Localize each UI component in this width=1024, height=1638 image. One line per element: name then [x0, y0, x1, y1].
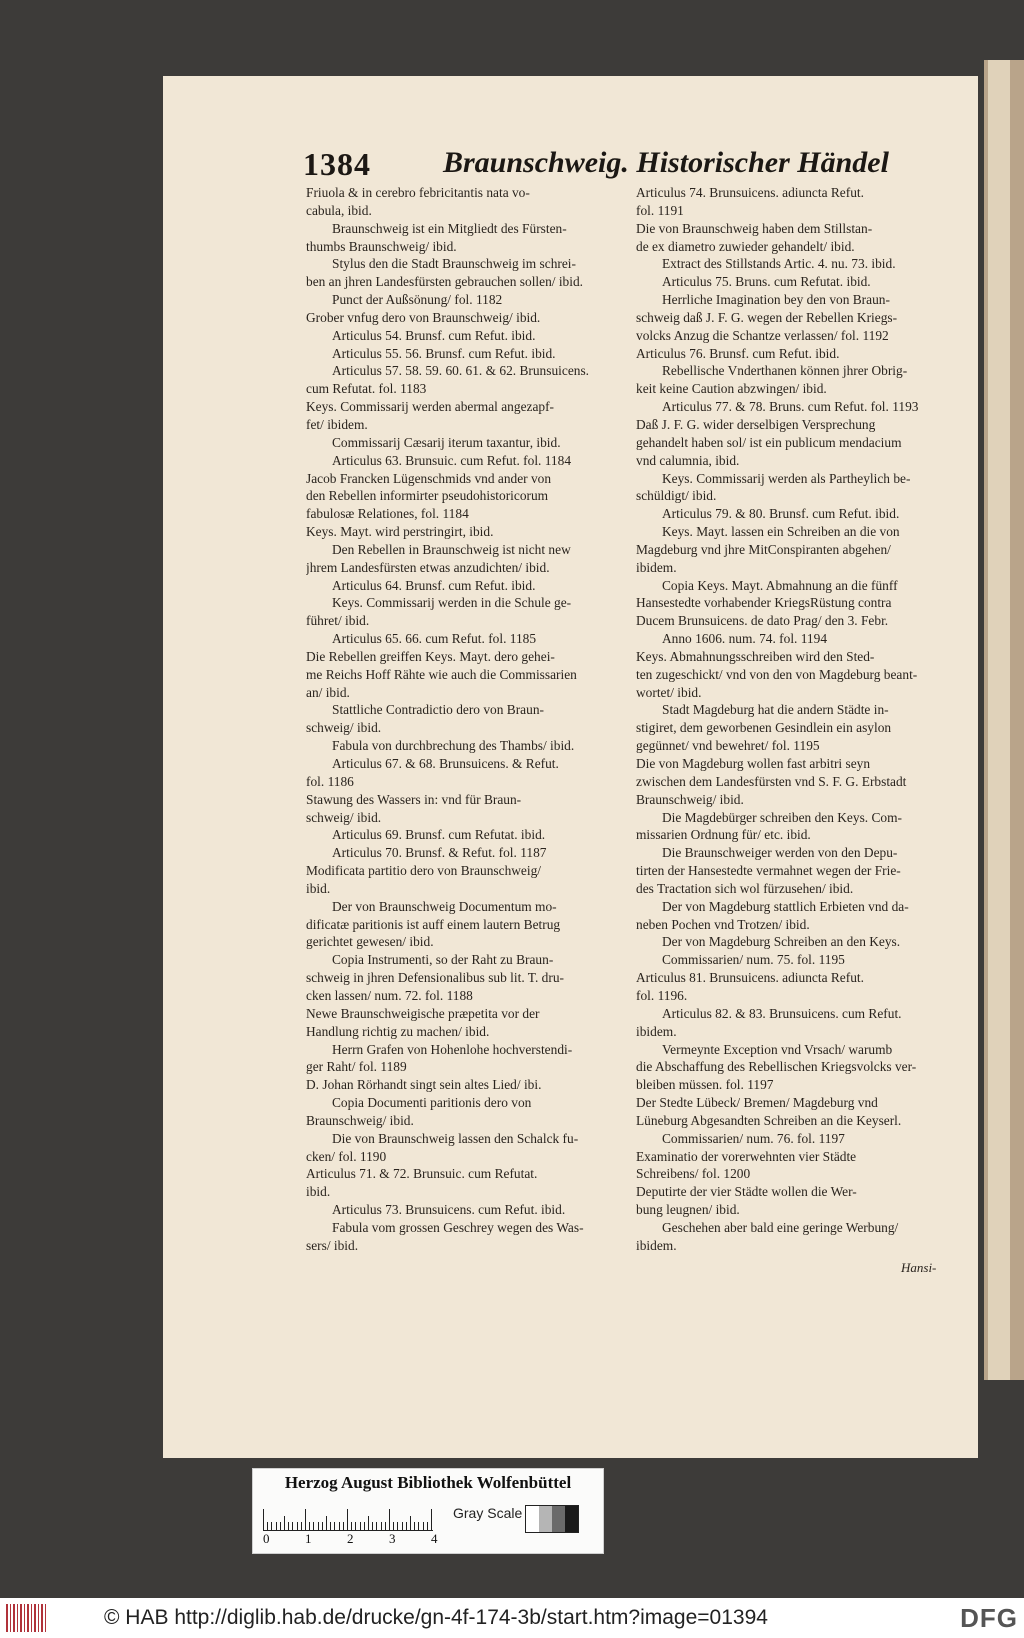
- index-entry-line: keit keine Caution abzwingen/ ibid.: [636, 381, 827, 397]
- ruler-tick: [271, 1522, 272, 1531]
- index-entry-line: Stadt Magdeburg hat die andern Städte in-: [662, 702, 889, 718]
- index-entry-line: Braunschweig/ ibid.: [636, 791, 744, 807]
- library-scale-card: [252, 1468, 604, 1554]
- ruler-number: 1: [305, 1531, 312, 1546]
- index-entry-line: zwischen dem Landesfürsten vnd S. F. G. Erbstadt: [636, 773, 907, 789]
- hab-logo-icon: [6, 1604, 46, 1632]
- index-entry-line: schweig/ ibid.: [306, 809, 382, 825]
- index-entry-line: cken lassen/ num. 72. fol. 1188: [306, 987, 473, 1003]
- index-entry-line: Handlung richtig zu machen/ ibid.: [306, 1023, 490, 1039]
- index-entry-line: Commissarij Cæsarij iterum taxantur, ibid.: [332, 434, 561, 450]
- index-entry-line: Lüneburg Abgesandten Schreiben an die Keyserl.: [636, 1112, 902, 1128]
- index-entry-line: Anno 1606. num. 74. fol. 1194: [662, 631, 828, 647]
- index-entry-line: Keys. Commissarij werden als Partheylich be-: [662, 470, 911, 486]
- index-entry-line: Copia Instrumenti, so der Raht zu Braun-: [332, 952, 554, 968]
- index-entry-line: Fabula von durchbrechung des Thambs/ ibid.: [332, 738, 575, 754]
- index-entry-line: Commissarien/ num. 75. fol. 1195: [662, 952, 845, 968]
- index-entry-line: an/ ibid.: [306, 684, 350, 700]
- ruler-tick: [406, 1522, 407, 1531]
- index-entry-line: D. Johan Rörhandt singt sein altes Lied/ ibi.: [306, 1077, 542, 1093]
- index-entry-line: Der Stedte Lübeck/ Bremen/ Magdeburg vnd: [636, 1095, 878, 1111]
- index-entry-line: dificatæ paritionis ist auff einem lautern Betrug: [306, 916, 561, 932]
- index-entry-line: sers/ ibid.: [306, 1237, 359, 1253]
- index-entry-line: Magdeburg vnd jhre MitConspiranten abgehen/: [636, 541, 891, 557]
- index-entry-line: Herrliche Imagination bey den von Braun-: [662, 292, 890, 308]
- index-entry-line: Braunschweig/ ibid.: [306, 1112, 414, 1128]
- ruler-tick: [297, 1522, 298, 1531]
- ruler-tick: [410, 1516, 411, 1531]
- index-entry-line: Articulus 57. 58. 59. 60. 61. & 62. Brunsuicens.: [332, 363, 590, 379]
- ruler-tick: [385, 1522, 386, 1531]
- index-entry-line: Herrn Grafen von Hohenlohe hochverstendi-: [332, 1041, 573, 1057]
- index-entry-line: Keys. Mayt. lassen ein Schreiben an die von: [662, 524, 900, 540]
- ruler-tick: [389, 1509, 390, 1531]
- index-entry-line: Articulus 77. & 78. Bruns. cum Refut. fol. 1193: [662, 399, 919, 415]
- ruler-number: 0: [263, 1531, 270, 1546]
- index-entry-line: Modificata partitio dero von Braunschweig/: [306, 863, 542, 879]
- ruler-tick: [347, 1509, 348, 1531]
- index-entry-line: ibidem.: [636, 559, 677, 575]
- index-entry-line: Articulus 70. Brunsf. & Refut. fol. 1187: [332, 845, 547, 861]
- index-entry-line: Hansestedte vorhabender KriegsRüstung contra: [636, 595, 892, 611]
- index-entry-line: Examinatio der vorerwehnten vier Städte: [636, 1148, 857, 1164]
- index-entry-line: gegünnet/ vnd bewehret/ fol. 1195: [636, 738, 820, 754]
- ruler-tick: [313, 1522, 314, 1531]
- index-entry-line: Fabula vom grossen Geschrey wegen des Was-: [332, 1219, 584, 1235]
- document-page: [163, 76, 978, 1458]
- adjacent-page-edge-light: [988, 60, 1010, 1380]
- library-title: Herzog August Bibliothek Wolfenbüttel: [284, 1473, 572, 1492]
- ruler-tick: [322, 1522, 323, 1531]
- index-entry-line: schüldigt/ ibid.: [636, 488, 717, 504]
- index-entry-line: Die von Braunschweig haben dem Stillstan-: [636, 220, 873, 236]
- ruler-tick: [376, 1522, 377, 1531]
- index-entry-line: wortet/ ibid.: [636, 684, 702, 700]
- index-entry-line: Articulus 81. Brunsuicens. adiuncta Refut.: [636, 970, 864, 986]
- index-entry-line: Keys. Commissarij werden abermal angezapf-: [306, 399, 555, 415]
- index-entry-line: Der von Magdeburg stattlich Erbieten vnd da-: [662, 898, 909, 914]
- ruler-tick: [423, 1522, 424, 1531]
- index-entry-line: führet/ ibid.: [306, 613, 370, 629]
- index-entry-line: Keys. Mayt. wird perstringirt, ibid.: [306, 524, 494, 540]
- index-entry-line: vnd calumnia, ibid.: [636, 452, 740, 468]
- index-entry-line: me Reichs Hoff Rähte wie auch die Commissarien: [306, 666, 577, 682]
- index-entry-line: Keys. Commissarij werden in die Schule ge-: [332, 595, 572, 611]
- ruler-tick: [368, 1516, 369, 1531]
- index-entry-line: ger Raht/ fol. 1189: [306, 1059, 407, 1075]
- index-entry-line: Articulus 55. 56. Brunsf. cum Refut. ibid.: [332, 345, 556, 361]
- index-entry-line: Rebellische Vnderthanen können jhrer Obrig-: [662, 363, 908, 379]
- index-entry-line: die Abschaffung des Rebellischen Kriegsvolcks ver-: [636, 1059, 917, 1075]
- ruler-tick: [276, 1522, 277, 1531]
- index-entry-line: thumbs Braunschweig/ ibid.: [306, 238, 457, 254]
- index-entry-line: den Rebellen informirter pseudohistoricorum: [306, 488, 549, 504]
- index-entry-line: tirten der Hansestedte vermahnet wegen der Frie-: [636, 863, 901, 879]
- index-entry-line: Articulus 64. Brunsf. cum Refut. ibid.: [332, 577, 536, 593]
- index-entry-line: Stylus den die Stadt Braunschweig im schrei-: [332, 256, 576, 272]
- index-entry-line: Grober vnfug dero von Braunschweig/ ibid.: [306, 309, 541, 325]
- index-entry-line: Articulus 74. Brunsuicens. adiuncta Refut.: [636, 185, 864, 200]
- index-entry-line: Friuola & in cerebro febricitantis nata vo-: [306, 185, 530, 200]
- ruler-tick: [418, 1522, 419, 1531]
- index-entry-line: Die Magdebürger schreiben den Keys. Com-: [662, 809, 902, 825]
- index-entry-line: Keys. Abmahnungsschreiben wird den Sted-: [636, 648, 875, 664]
- index-entry-line: bung leugnen/ ibid.: [636, 1202, 740, 1218]
- index-entry-line: Commissarien/ num. 76. fol. 1197: [662, 1130, 845, 1146]
- index-entry-line: Daß J. F. G. wider derselbigen Versprechung: [636, 416, 876, 432]
- index-entry-line: ibid.: [306, 1184, 331, 1200]
- index-entry-line: Copia Documenti paritionis dero von: [332, 1095, 532, 1111]
- ruler-tick: [330, 1522, 331, 1531]
- ruler-tick: [397, 1522, 398, 1531]
- index-entry-line: Die von Magdeburg wollen fast arbitri seyn: [636, 756, 871, 771]
- index-entry-line: Extract des Stillstands Artic. 4. nu. 73. ibid.: [662, 256, 896, 272]
- index-entry-line: cabula, ibid.: [306, 202, 372, 218]
- index-entry-line: Articulus 67. & 68. Brunsuicens. & Refut.: [332, 756, 559, 771]
- index-entry-line: cum Refutat. fol. 1183: [306, 381, 427, 397]
- ruler-tick: [326, 1516, 327, 1531]
- index-entry-line: Die von Braunschweig lassen den Schalck fu-: [332, 1130, 579, 1146]
- running-title: Braunschweig. Historischer Händel: [443, 146, 889, 179]
- index-entry-line: cken/ fol. 1190: [306, 1148, 387, 1164]
- index-entry-line: ibidem.: [636, 1237, 677, 1253]
- index-entry-line: stigiret, dem geworbenen Gesindlein ein asylon: [636, 720, 892, 736]
- index-entry-line: neben Pochen vnd Trotzen/ ibid.: [636, 916, 810, 932]
- index-entry-line: Die Braunschweiger werden von den Depu-: [662, 845, 898, 861]
- index-entry-line: Braunschweig ist ein Mitgliedt des Fürsten-: [332, 220, 567, 236]
- index-entry-line: fet/ ibidem.: [306, 416, 368, 432]
- index-entry-line: Articulus 69. Brunsf. cum Refutat. ibid.: [332, 827, 546, 843]
- index-entry-line: Jacob Francken Lügenschmids vnd ander von: [306, 470, 552, 486]
- index-entry-line: schweig daß J. F. G. wegen der Rebellen Kriegs-: [636, 309, 898, 325]
- ruler-tick: [301, 1522, 302, 1531]
- index-entry-line: Newe Braunschweigische præpetita vor der: [306, 1005, 540, 1021]
- index-entry-line: Articulus 79. & 80. Brunsf. cum Refut. ibid.: [662, 506, 900, 522]
- ruler-tick: [334, 1522, 335, 1531]
- index-entry-line: Articulus 75. Bruns. cum Refutat. ibid.: [662, 274, 871, 290]
- ruler-tick: [263, 1509, 264, 1531]
- index-entry-line: Articulus 63. Brunsuic. cum Refut. fol. 1184: [332, 452, 572, 468]
- ruler-tick: [372, 1522, 373, 1531]
- gray-scale-swatches: [525, 1505, 579, 1533]
- index-entry-line: Der von Magdeburg Schreiben an den Keys.: [662, 934, 901, 950]
- ruler-tick: [355, 1522, 356, 1531]
- footer-bar: [0, 1598, 1024, 1638]
- index-entry-line: Articulus 73. Brunsuicens. cum Refut. ibid.: [332, 1202, 566, 1218]
- index-entry-line: Schreibens/ fol. 1200: [636, 1166, 751, 1182]
- index-entry-line: Articulus 82. & 83. Brunsuicens. cum Refut.: [662, 1005, 902, 1021]
- index-entry-line: schweig in jhren Defensionalibus sub lit. T. dru-: [306, 970, 564, 986]
- index-entry-line: Geschehen aber bald eine geringe Werbung/: [662, 1219, 899, 1235]
- ruler-tick: [414, 1522, 415, 1531]
- index-entry-line: de ex diametro zuwieder gehandelt/ ibid.: [636, 238, 855, 254]
- index-entry-line: ibidem.: [636, 1023, 677, 1039]
- ruler-number: 3: [389, 1531, 396, 1546]
- ruler-tick: [267, 1522, 268, 1531]
- index-entry-line: Articulus 54. Brunsf. cum Refut. ibid.: [332, 327, 536, 343]
- right-text-column: [636, 184, 954, 1255]
- page-number: 1384: [303, 146, 371, 182]
- index-entry-line: gerichtet gewesen/ ibid.: [306, 934, 434, 950]
- ruler-tick: [343, 1522, 344, 1531]
- ruler-tick: [351, 1522, 352, 1531]
- index-entry-line: Stattliche Contradictio dero von Braun-: [332, 702, 544, 718]
- dfg-logo: DFG: [960, 1603, 1018, 1633]
- index-entry-line: des Tractation sich wol fürzusehen/ ibid.: [636, 880, 854, 896]
- index-entry-line: Articulus 76. Brunsf. cum Refut. ibid.: [636, 345, 840, 361]
- index-entry-line: volcks Anzug die Schantze verlassen/ fol. 1192: [636, 327, 889, 343]
- index-entry-line: jhrem Landesfürsten etwas anzudichten/ ibid.: [306, 559, 550, 575]
- index-entry-line: fol. 1191: [636, 202, 684, 218]
- catchword: Hansi-: [901, 1260, 937, 1275]
- index-entry-line: ibid.: [306, 880, 331, 896]
- index-entry-line: Punct der Außsönung/ fol. 1182: [332, 292, 503, 308]
- ruler-tick: [309, 1522, 310, 1531]
- ruler-number: 2: [347, 1531, 354, 1546]
- ruler-tick: [292, 1522, 293, 1531]
- ruler-tick: [318, 1522, 319, 1531]
- index-entry-line: Deputirte der vier Städte wollen die Wer-: [636, 1184, 857, 1200]
- ruler-tick: [339, 1522, 340, 1531]
- ruler-tick: [381, 1522, 382, 1531]
- ruler-tick: [280, 1522, 281, 1531]
- index-entry-line: ben an jhren Landesfürsten gebrauchen sollen/ ibid.: [306, 274, 584, 290]
- index-entry-line: fol. 1196.: [636, 987, 688, 1003]
- ruler-tick: [402, 1522, 403, 1531]
- index-entry-line: Der von Braunschweig Documentum mo-: [332, 898, 557, 914]
- index-entry-line: schweig/ ibid.: [306, 720, 382, 736]
- index-entry-line: Vermeynte Exception vnd Vrsach/ warumb: [662, 1041, 893, 1057]
- gray-scale-label: Gray Scale: [453, 1505, 523, 1521]
- ruler-tick: [288, 1522, 289, 1531]
- ruler-numbers: [263, 1531, 443, 1549]
- index-entry-line: Copia Keys. Mayt. Abmahnung an die fünff: [662, 577, 898, 593]
- index-entry-line: bleiben müssen. fol. 1197: [636, 1077, 774, 1093]
- ruler-tick: [364, 1522, 365, 1531]
- ruler-number: 4: [431, 1531, 438, 1546]
- ruler-tick: [305, 1509, 306, 1531]
- ruler-tick: [284, 1516, 285, 1531]
- ruler-tick: [360, 1522, 361, 1531]
- index-entry-line: fol. 1186: [306, 773, 354, 789]
- index-entry-line: Articulus 65. 66. cum Refut. fol. 1185: [332, 631, 537, 647]
- index-entry-line: Ducem Brunsuicens. de dato Prag/ den 3. Febr.: [636, 613, 889, 629]
- index-entry-line: ten zugeschickt/ vnd von den von Magdeburg beant-: [636, 666, 918, 682]
- ruler-tick: [427, 1522, 428, 1531]
- ruler-tick: [431, 1509, 432, 1531]
- scale-ruler: [263, 1505, 433, 1531]
- copyright-url: © HAB http://diglib.hab.de/drucke/gn-4f-174-3b/start.htm?image=01394: [104, 1606, 768, 1629]
- index-entry-line: Den Rebellen in Braunschweig ist nicht new: [332, 541, 571, 557]
- index-entry-line: Stawung des Wassers in: vnd für Braun-: [306, 791, 522, 807]
- index-entry-line: Die Rebellen greiffen Keys. Mayt. dero gehei-: [306, 648, 555, 664]
- index-entry-line: fabulosæ Relationes, fol. 1184: [306, 506, 469, 522]
- index-entry-line: Articulus 71. & 72. Brunsuic. cum Refutat.: [306, 1166, 538, 1182]
- index-entry-line: missarien Ordnung für/ etc. ibid.: [636, 827, 811, 843]
- left-text-column: [306, 184, 624, 1255]
- ruler-tick: [393, 1522, 394, 1531]
- index-entry-line: gehandelt haben sol/ ist ein publicum mendacium: [636, 434, 902, 450]
